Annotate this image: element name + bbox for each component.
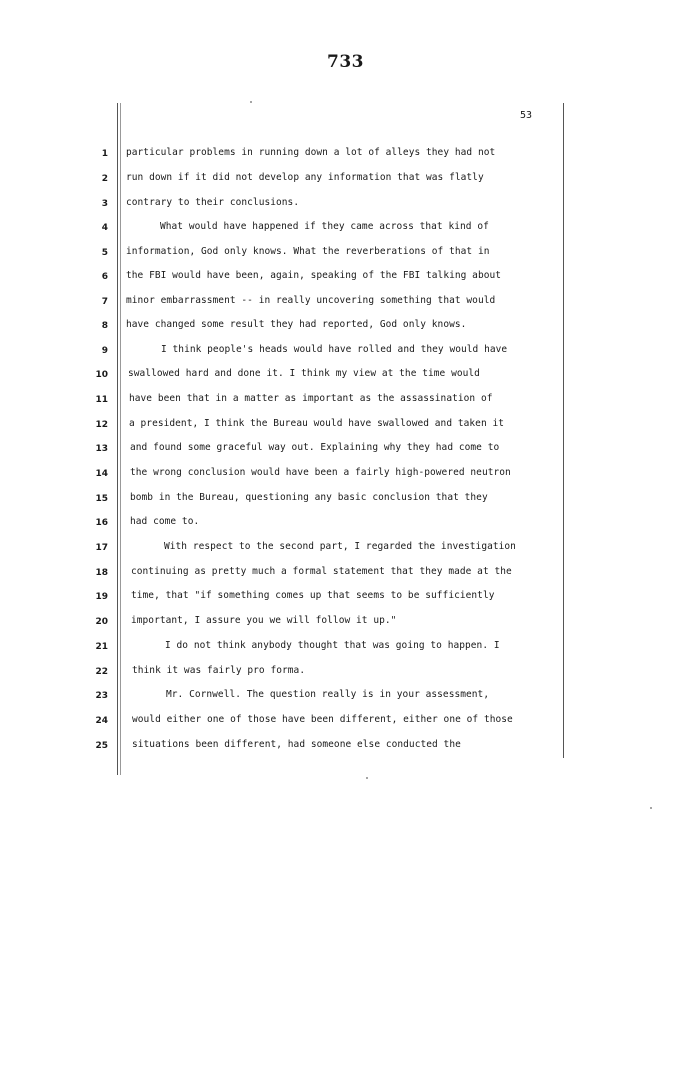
transcript-line xyxy=(90,492,570,510)
line-number: 11 xyxy=(95,395,108,405)
line-text: contrary to their conclusions. xyxy=(126,197,300,208)
transcript-line xyxy=(90,246,570,264)
line-text: particular problems in running down a lot of alleys they had not xyxy=(126,147,496,158)
line-text: bomb in the Bureau, questioning any basic conclusion that they xyxy=(130,492,488,503)
line-number: 9 xyxy=(101,346,108,356)
line-number: 12 xyxy=(95,420,108,430)
line-number: 20 xyxy=(95,617,108,627)
line-number: 23 xyxy=(95,691,108,701)
transcript-line xyxy=(90,221,570,239)
line-number: 7 xyxy=(101,297,108,307)
transcript-line xyxy=(90,467,570,485)
line-text: Mr. Cornwell. The question really is in your assessment, xyxy=(166,689,490,700)
line-number: 24 xyxy=(95,716,108,726)
line-text: swallowed hard and done it. I think my view at the time would xyxy=(128,368,480,379)
line-number: 14 xyxy=(95,469,108,479)
line-number: 17 xyxy=(95,543,108,553)
scan-speck xyxy=(250,101,252,103)
archive-page-number: 733 xyxy=(327,52,364,72)
transcript-line xyxy=(90,270,570,288)
line-number: 2 xyxy=(101,174,108,184)
line-number: 6 xyxy=(101,272,108,282)
transcript-line xyxy=(90,393,570,411)
transcript-line xyxy=(90,665,570,683)
line-text: and found some graceful way out. Explaining why they had come to xyxy=(130,442,500,453)
transcript-line xyxy=(90,640,570,658)
line-text: continuing as pretty much a formal statement that they made at the xyxy=(131,566,512,577)
transcript-line xyxy=(90,516,570,534)
line-text: What would have happened if they came across that kind of xyxy=(160,221,489,232)
line-number: 15 xyxy=(95,494,108,504)
line-text: have been that in a matter as important as the assassination of xyxy=(129,393,493,404)
transcript-line xyxy=(90,442,570,460)
line-text: had come to. xyxy=(130,516,200,527)
line-text: situations been different, had someone else conducted the xyxy=(132,739,461,750)
line-number: 10 xyxy=(95,370,108,380)
transcript-line xyxy=(90,739,570,757)
line-text: a president, I think the Bureau would have swallowed and taken it xyxy=(129,418,505,429)
line-text: I do not think anybody thought that was going to happen. I xyxy=(165,640,500,651)
transcript-line xyxy=(90,147,570,165)
line-text: have changed some result they had reported, God only knows. xyxy=(126,319,467,330)
transcript-page-number: 53 xyxy=(520,110,533,121)
transcript-line xyxy=(90,295,570,313)
transcript-line xyxy=(90,172,570,190)
transcript-line xyxy=(90,418,570,436)
line-text: With respect to the second part, I regarded the investigation xyxy=(164,541,516,552)
scan-speck xyxy=(650,807,652,809)
line-text: would either one of those have been different, either one of those xyxy=(132,714,513,725)
transcript-line xyxy=(90,615,570,633)
transcript-line xyxy=(90,689,570,707)
transcript-line xyxy=(90,590,570,608)
line-number: 4 xyxy=(101,223,108,233)
line-text: information, God only knows. What the reverberations of that in xyxy=(126,246,490,257)
line-number: 19 xyxy=(95,592,108,602)
line-number: 18 xyxy=(95,568,108,578)
transcript-line xyxy=(90,368,570,386)
transcript-line xyxy=(90,344,570,362)
line-number: 16 xyxy=(95,518,108,528)
line-text: I think people's heads would have rolled and they would have xyxy=(161,344,508,355)
transcript-line xyxy=(90,319,570,337)
line-text: think it was fairly pro forma. xyxy=(132,665,306,676)
line-text: the wrong conclusion would have been a fairly high-powered neutron xyxy=(130,467,511,478)
transcript-line xyxy=(90,566,570,584)
line-number: 21 xyxy=(95,642,108,652)
transcript-line xyxy=(90,714,570,732)
line-text: the FBI would have been, again, speaking of the FBI talking about xyxy=(126,270,502,281)
line-number: 5 xyxy=(101,248,108,258)
line-text: important, I assure you we will follow it up." xyxy=(131,615,397,626)
line-text: time, that "if something comes up that seems to be sufficiently xyxy=(131,590,495,601)
line-number: 22 xyxy=(95,667,108,677)
scan-speck xyxy=(366,777,368,779)
line-number: 3 xyxy=(101,199,108,209)
line-text: run down if it did not develop any information that was flatly xyxy=(126,172,484,183)
transcript-line xyxy=(90,197,570,215)
line-number: 25 xyxy=(95,741,108,751)
line-number: 1 xyxy=(101,149,108,159)
line-number: 13 xyxy=(95,444,108,454)
line-number: 8 xyxy=(101,321,108,331)
line-text: minor embarrassment -- in really uncovering something that would xyxy=(126,295,496,306)
transcript-line xyxy=(90,541,570,559)
